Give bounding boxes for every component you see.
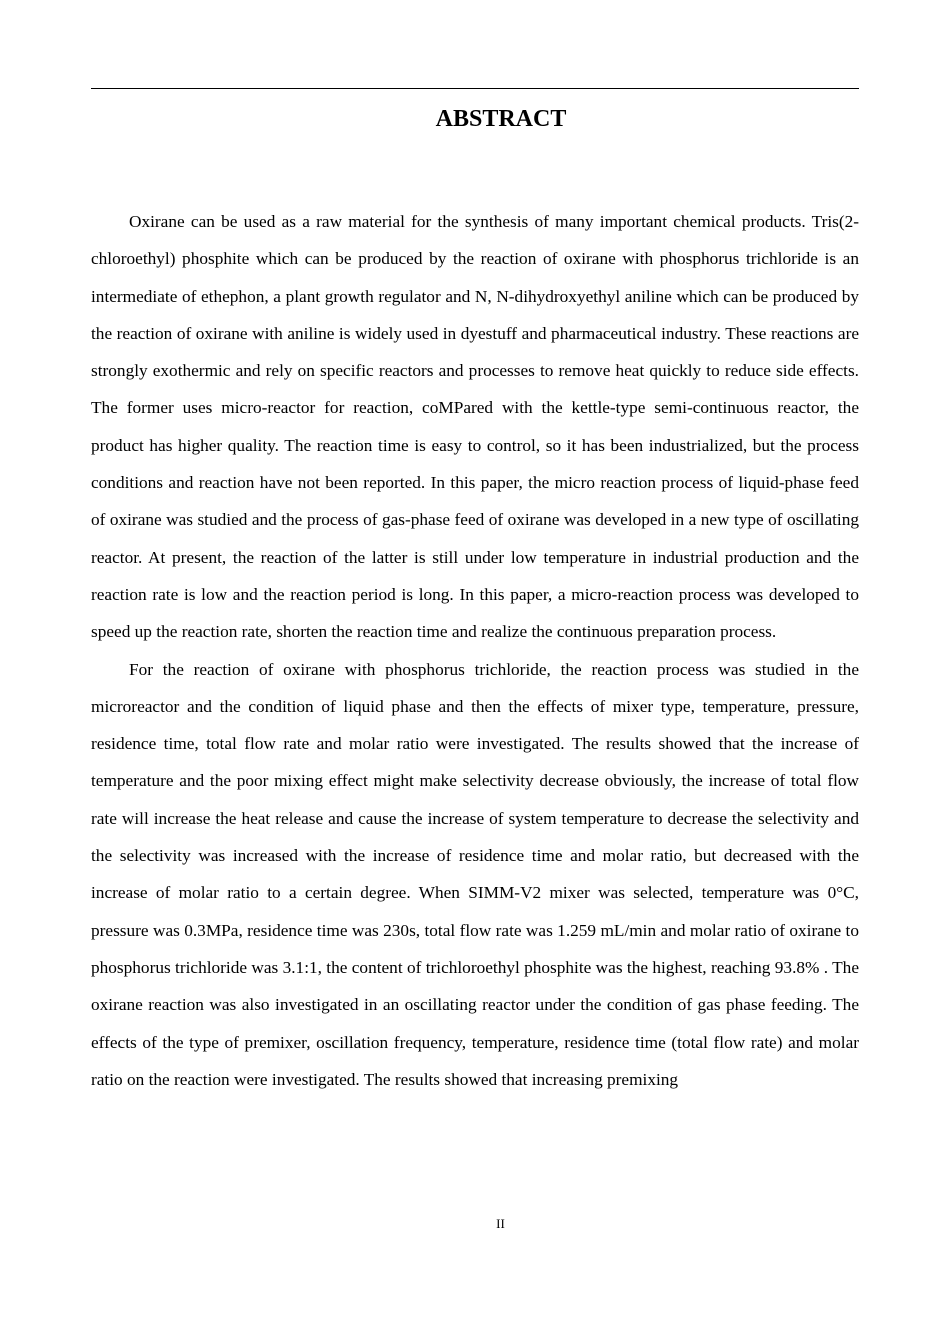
header-rule [91, 88, 859, 89]
abstract-body [91, 203, 859, 1098]
abstract-paragraph-1: Oxirane can be used as a raw material for the synthesis of many important chemical products. Tris(2-chloroethyl) phosphite which can be produced by the reaction of oxirane with phosphorus trichloride is an intermediate of ethephon, a plant growth regulator and N, N-dihydroxyethyl aniline which can be produced by the reaction of oxirane with aniline is widely used in dyestuff and pharmaceutical industry. These reactions are strongly exothermic and rely on specific reactors and processes to remove heat quickly to reduce side effects. The former uses micro-reactor for reaction, coMPared with the kettle-type semi-continuous reactor, the product has higher quality. The reaction time is easy to control, so it has been industrialized, but the process conditions and reaction have not been reported. In this paper, the micro reaction process of liquid-phase feed of oxirane was studied and the process of gas-phase feed of oxirane was developed in a new type of oscillating reactor. At present, the reaction of the latter is still under low temperature in industrial production and the reaction rate is low and the reaction period is long. In this paper, a micro-reaction process was developed to speed up the reaction rate, shorten the reaction time and realize the continuous preparation process. [91, 212, 859, 642]
abstract-paragraph-2: For the reaction of oxirane with phosphorus trichloride, the reaction process was studied in the microreactor and the condition of liquid phase and then the effects of mixer type, temperature, pressure, residence time, total flow rate and molar ratio were investigated. The results showed that the increase of temperature and the poor mixing effect might make selectivity decrease obviously, the increase of total flow rate will increase the heat release and cause the increase of system temperature to decrease the selectivity and the selectivity was increased with the increase of residence time and molar ratio, but decreased with the increase of molar ratio to a certain degree. When SIMM-V2 mixer was selected, temperature was 0°C, pressure was 0.3MPa, residence time was 230s, total flow rate was 1.259 mL/min and molar ratio of oxirane to phosphorus trichloride was 3.1:1, the content of trichloroethyl phosphite was the highest, reaching 93.8% . The oxirane reaction was also investigated in an oscillating reactor under the condition of gas phase feeding. The effects of the type of premixer, oscillation frequency, temperature, residence time (total flow rate) and molar ratio on the reaction were investigated. The results showed that increasing premixing [91, 659, 859, 1089]
page-number: II [496, 1216, 505, 1231]
page-title: ABSTRACT [435, 106, 567, 132]
